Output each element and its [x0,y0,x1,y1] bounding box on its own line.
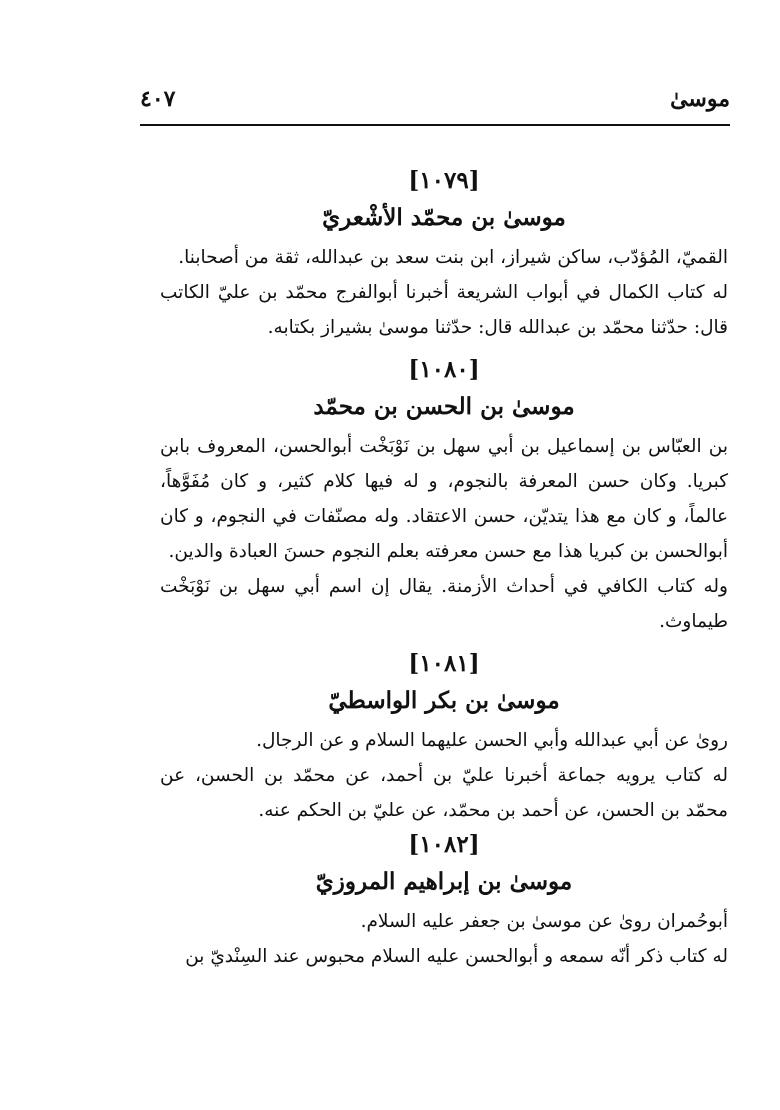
entry-paragraph: أبوحُمران روىٰ عن موسیٰ بن جعفر عليه السلام. [360,911,728,932]
entries [160,164,728,974]
entry-paragraph: وله كتاب الكافي في أحداث الأزمنة. يقال إن اسم أبي سهل بن نَوْبَخْت طيماوث. [160,576,728,632]
entry-paragraph: له كتاب الكمال في أبواب الشريعة أخبرنا أبوالفرج محمّد بن عليّ الكاتب قال: حدّثنا محمّد بن عبدالله قال: حدّثنا موسیٰ بشيراز بكتابه. [160,282,728,338]
page-number: ٤٠٧ [140,86,176,112]
entry-number: [١٠٨٢] [408,831,480,858]
entry-name: موسیٰ بن إبراهيم المروزيّ [315,868,573,895]
entry-paragraph: له كتاب ذكر أنّه سمعه و أبوالحسن عليه السلام محبوس عند السِنْديّ بن [185,946,728,967]
entry-paragraph: روىٰ عن أبي عبدالله وأبي الحسن عليهما السلام و عن الرجال. [256,730,728,751]
running-header [140,86,730,120]
entry-number: [١٠٨٠] [408,356,480,383]
header-rule [140,124,730,126]
entry-paragraph: القميّ، المُؤدّب، ساكن شيراز، ابن بنت سعد بن عبدالله، ثقة من أصحابنا. [178,247,728,268]
entry [160,353,728,639]
entry-number: [١٠٧٩] [408,167,480,194]
entry-name: موسیٰ بن محمّد الأشْعريّ [322,204,566,231]
entry [160,647,728,828]
entry-number: [١٠٨١] [408,650,480,677]
entry-name: موسیٰ بن بكر الواسطيّ [328,687,560,714]
entry-paragraph: له كتاب يرويه جماعة أخبرنا عليّ بن أحمد، عن محمّد بن الحسن، عن محمّد بن الحسن، عن أحمد بن محمّد، عن عليّ بن الحكم عنه. [160,765,728,821]
entry [160,828,728,974]
entry-name: موسیٰ بن الحسن بن محمّد [313,393,575,420]
entry [160,164,728,345]
running-title: موسیٰ [670,86,730,112]
entry-paragraph: بن العبّاس بن إسماعيل بن أبي سهل بن نَوْبَخْت أبوالحسن، المعروف بابن كبريا. وكان حسن المعرفة بالنجوم، و له فيها كلام كثير، و كان مُفَوَّهاً، عالماً، و كان مع هذا يتديّن، حسن الاعتقاد. وله مصنّفات في النجوم، و كان أبوالحسن بن كبريا هذا مع حسن معرفته بعلم النجوم حسنَ العبادة والدين. [160,436,728,562]
